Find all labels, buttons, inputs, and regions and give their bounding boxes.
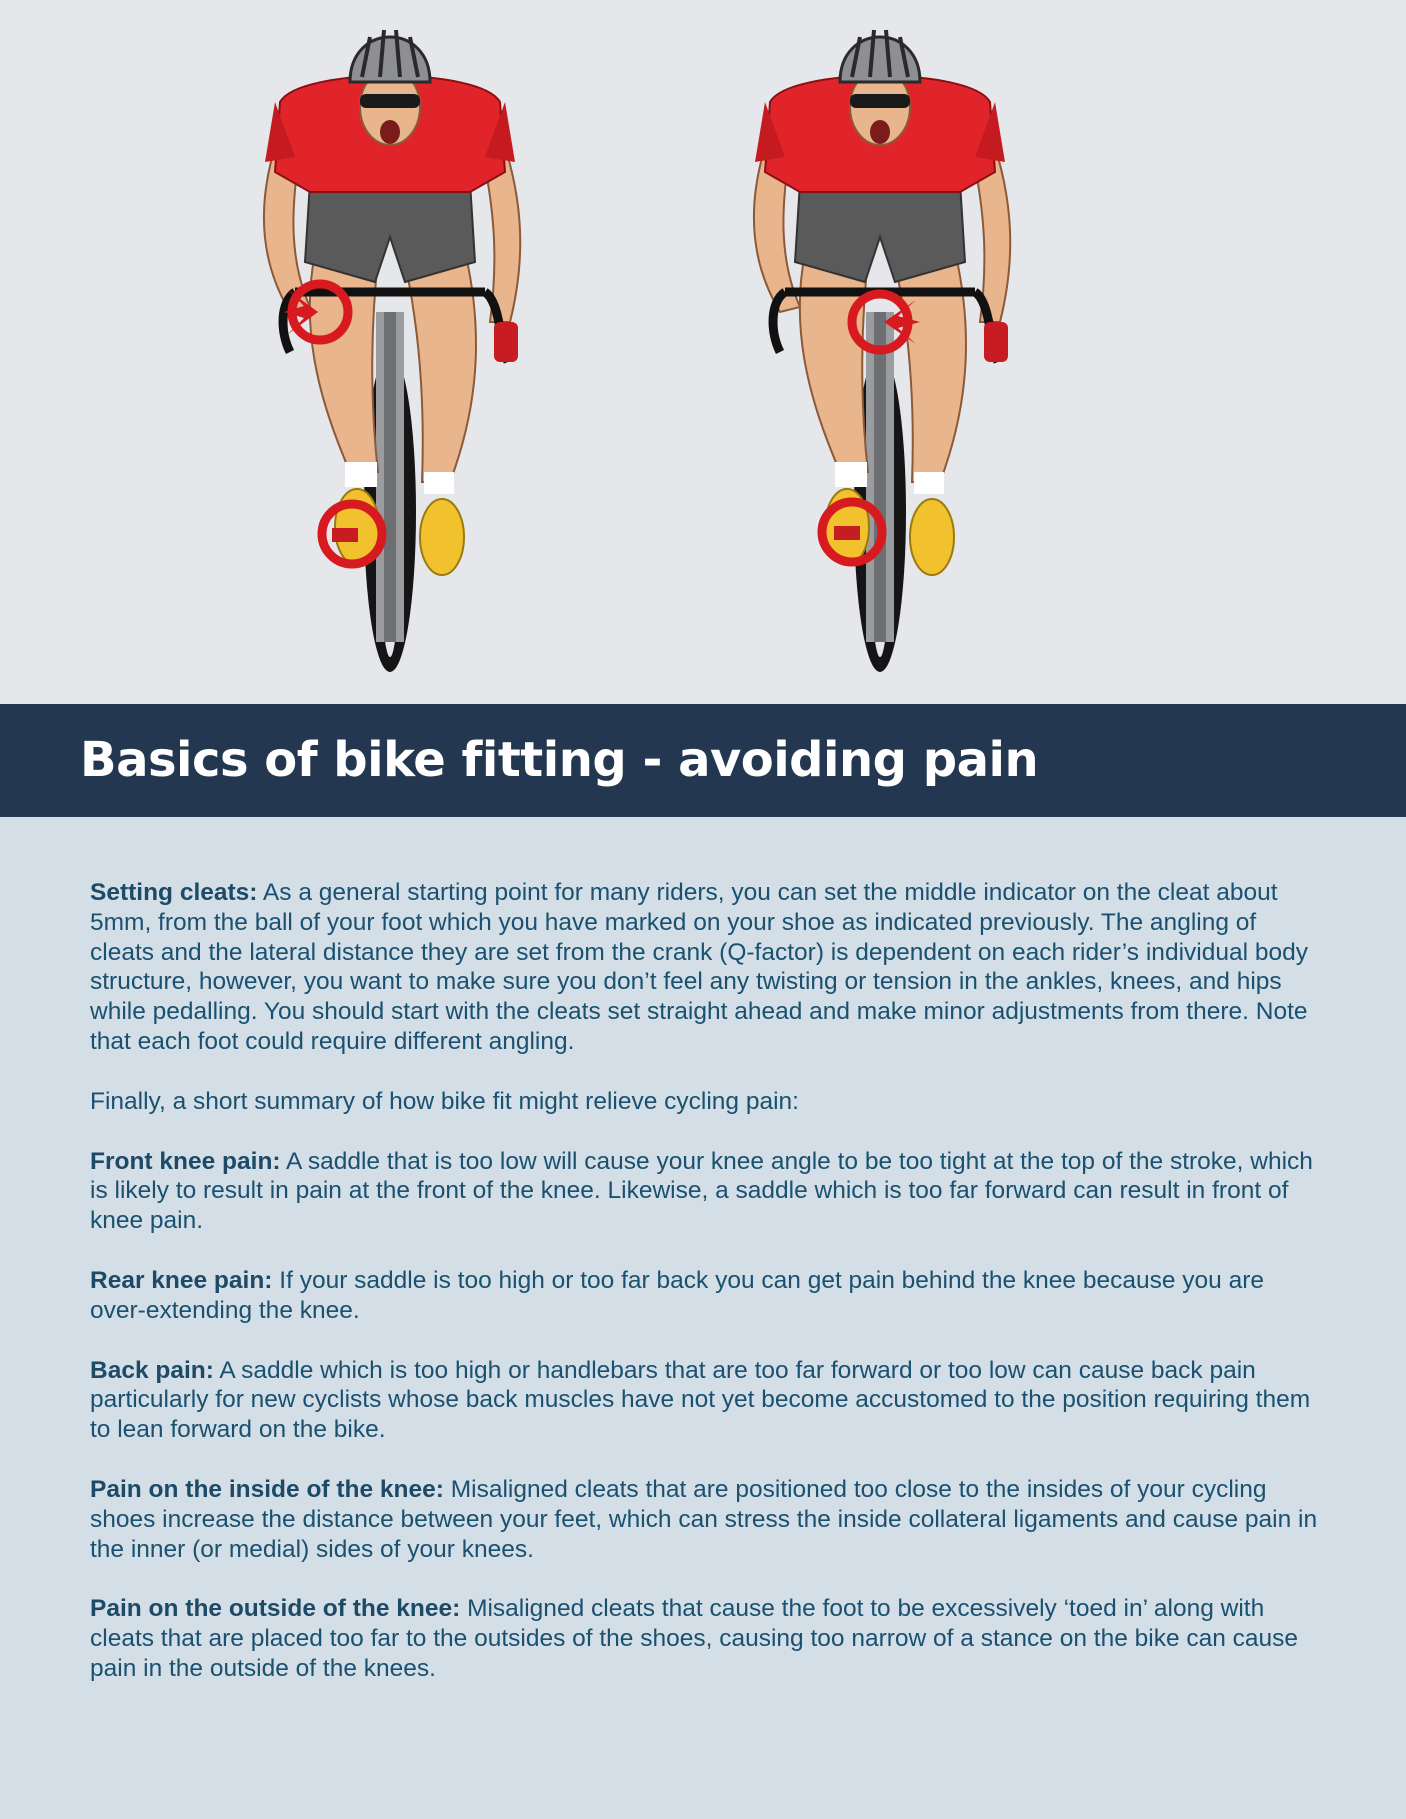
heading-outside-knee: Pain on the outside of the knee: bbox=[90, 1595, 461, 1623]
text-outside-knee: Misaligned cleats that cause the foot to be excessively ‘toed in’ along with cleats that are placed too far to the outsides of the shoes, causing too narrow of a stance on the bike can cause pain in the outside of the knees. bbox=[90, 1595, 1299, 1682]
paragraph-setting-cleats bbox=[90, 878, 1326, 1057]
paragraph-front-knee bbox=[90, 1147, 1326, 1236]
text-setting-cleats: As a general starting point for many riders, you can set the middle indicator on the cleat about 5mm, from the ball of your foot which you have marked on your shoe as indicated previously. The angling of cleats and the lateral distance they are set from the crank (Q-factor) is dependent on each rider’s individual body structure, however, you want to make sure you don’t feel any twisting or tension in the ankles, knees, and hips while pedalling. You should start with the cleats set straight ahead and make minor adjustments from there. Note that each foot could require different angling. bbox=[90, 879, 1308, 1055]
text-front-knee: A saddle that is too low will cause your knee angle to be too tight at the top of the stroke, which is likely to result in pain at the front of the knee. Likewise, a saddle which is too far forward can result in front of knee pain. bbox=[90, 1147, 1313, 1235]
text-back-pain: A saddle which is too high or handlebars that are too far forward or too low can cause back pain particularly for new cyclists whose back muscles have not yet become accustomed to the position requiring them to lean forward on the bike. bbox=[90, 1356, 1311, 1444]
rider-left bbox=[264, 30, 520, 672]
text-rear-knee: If your saddle is too high or too far back you can get pain behind the knee because you are over-extending the knee. bbox=[90, 1266, 1265, 1324]
heading-inside-knee: Pain on the inside of the knee: bbox=[90, 1475, 444, 1503]
cyclists-illustration bbox=[0, 0, 1406, 704]
article-body bbox=[90, 878, 1326, 1714]
paragraph-summary: Finally, a short summary of how bike fit might relieve cycling pain: bbox=[90, 1087, 799, 1115]
heading-front-knee: Front knee pain: bbox=[90, 1147, 281, 1175]
paragraph-outside-knee bbox=[90, 1594, 1326, 1683]
paragraph-back-pain bbox=[90, 1356, 1326, 1445]
title-banner bbox=[0, 704, 1406, 817]
text-inside-knee: Misaligned cleats that are positioned too close to the insides of your cycling shoes increase the distance between your feet, which can stress the inside collateral ligaments and cause pain in the inner (or medial) sides of your knees. bbox=[90, 1475, 1318, 1563]
paragraph-rear-knee bbox=[90, 1266, 1326, 1326]
page-title: Basics of bike fitting - avoiding pain bbox=[80, 732, 1039, 788]
heading-back-pain: Back pain: bbox=[90, 1356, 214, 1384]
paragraph-inside-knee bbox=[90, 1475, 1326, 1564]
heading-setting-cleats: Setting cleats: bbox=[90, 879, 258, 906]
heading-rear-knee: Rear knee pain: bbox=[90, 1266, 273, 1294]
